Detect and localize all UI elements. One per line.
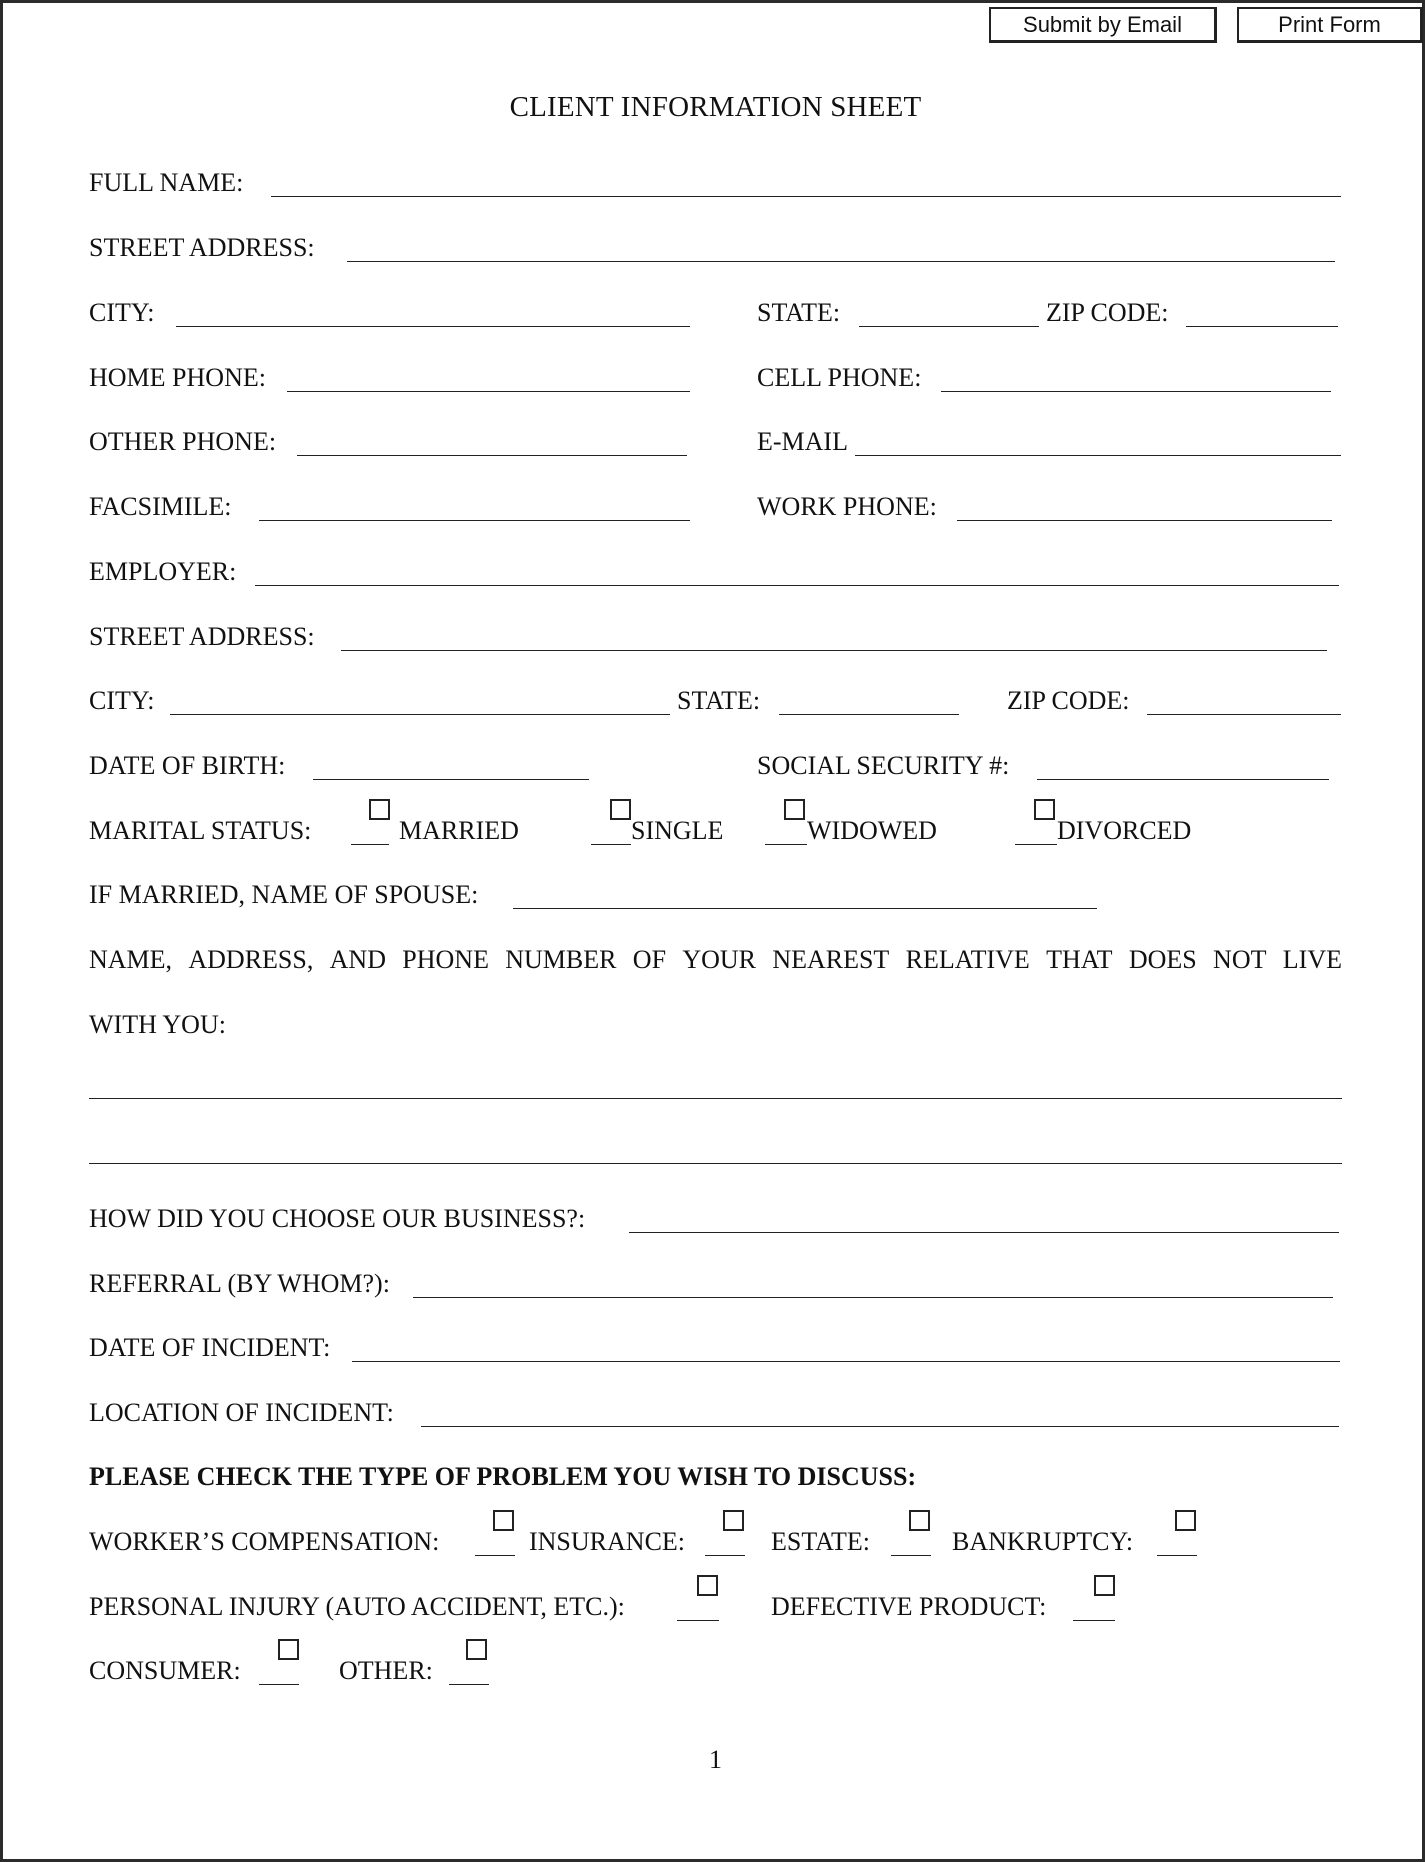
location-incident-field[interactable] — [421, 1426, 1339, 1427]
home-phone-field[interactable] — [287, 391, 690, 392]
relative-question-line — [89, 942, 1342, 978]
other-phone-label: OTHER PHONE: — [89, 427, 277, 456]
consumer-checkbox[interactable] — [278, 1639, 299, 1660]
location-incident-label: LOCATION OF INCIDENT: — [89, 1398, 394, 1427]
other-blank — [449, 1684, 489, 1685]
facsimile-label: FACSIMILE: — [89, 492, 232, 521]
relative-question-word: OF — [632, 945, 667, 974]
relative-question-word: NEAREST — [772, 945, 890, 974]
relative-field-1[interactable] — [89, 1098, 1342, 1099]
relative-field-2[interactable] — [89, 1163, 1342, 1164]
relative-line-2 — [3, 1132, 1425, 1172]
divorced-checkbox[interactable] — [1034, 799, 1055, 820]
employer-street-field[interactable] — [341, 650, 1327, 651]
personal-injury-blank — [677, 1620, 719, 1621]
other-checkbox[interactable] — [466, 1639, 487, 1660]
married-blank — [351, 844, 389, 845]
spouse-row — [3, 877, 1425, 917]
divorced-blank — [1015, 844, 1057, 845]
other-phone-email-row — [3, 424, 1425, 464]
referral-row — [3, 1266, 1425, 1306]
home-phone-label: HOME PHONE: — [89, 363, 266, 392]
estate-label: ESTATE: — [771, 1527, 871, 1556]
single-label: SINGLE — [631, 816, 724, 845]
location-incident-row — [3, 1395, 1425, 1435]
other-label: OTHER: — [339, 1656, 433, 1685]
date-incident-label: DATE OF INCIDENT: — [89, 1333, 331, 1362]
relative-question-word: NUMBER — [505, 945, 617, 974]
dob-ssn-row — [3, 748, 1425, 788]
defective-product-checkbox[interactable] — [1094, 1575, 1115, 1596]
how-choose-field[interactable] — [629, 1232, 1339, 1233]
full-name-label: FULL NAME: — [89, 168, 244, 197]
street-address-row — [3, 230, 1425, 270]
bankruptcy-blank — [1157, 1555, 1197, 1556]
estate-checkbox[interactable] — [909, 1510, 930, 1531]
insurance-blank — [705, 1555, 745, 1556]
page-number: 1 — [709, 1745, 722, 1774]
personal-injury-label: PERSONAL INJURY (AUTO ACCIDENT, ETC.): — [89, 1592, 625, 1621]
widowed-checkbox[interactable] — [784, 799, 805, 820]
cell-phone-label: CELL PHONE: — [757, 363, 922, 392]
street-address-label: STREET ADDRESS: — [89, 233, 315, 262]
bankruptcy-label: BANKRUPTCY: — [952, 1527, 1134, 1556]
employer-state-field[interactable] — [779, 714, 959, 715]
relative-question-word: ADDRESS, — [188, 945, 314, 974]
employer-row — [3, 554, 1425, 594]
relative-question-word: THAT — [1046, 945, 1113, 974]
single-blank — [591, 844, 631, 845]
relative-question-word: NOT — [1213, 945, 1267, 974]
relative-question-word: LIVE — [1282, 945, 1342, 974]
estate-blank — [891, 1555, 931, 1556]
phone-row — [3, 360, 1425, 400]
problem-row-2 — [3, 1589, 1425, 1629]
how-choose-label: HOW DID YOU CHOOSE OUR BUSINESS?: — [89, 1204, 586, 1233]
date-of-birth-field[interactable] — [313, 779, 589, 780]
city-field[interactable] — [176, 326, 690, 327]
workers-comp-label: WORKER’S COMPENSATION: — [89, 1527, 440, 1556]
how-choose-row — [3, 1201, 1425, 1241]
consumer-label: CONSUMER: — [89, 1656, 241, 1685]
problem-heading: PLEASE CHECK THE TYPE OF PROBLEM YOU WISH TO DISCUSS: — [89, 1462, 917, 1491]
date-incident-field[interactable] — [352, 1361, 1340, 1362]
relative-row-2 — [3, 1007, 1425, 1047]
divorced-label: DIVORCED — [1057, 816, 1192, 845]
consumer-blank — [259, 1684, 299, 1685]
workers-comp-blank — [475, 1555, 515, 1556]
zip-code-field[interactable] — [1186, 326, 1338, 327]
defective-product-label: DEFECTIVE PRODUCT: — [771, 1592, 1047, 1621]
widowed-blank — [765, 844, 807, 845]
problem-heading-row — [3, 1459, 1425, 1499]
employer-city-state-zip-row — [3, 683, 1425, 723]
insurance-checkbox[interactable] — [723, 1510, 744, 1531]
problem-row-1 — [3, 1524, 1425, 1564]
employer-city-field[interactable] — [170, 714, 670, 715]
relative-question-word: AND — [329, 945, 386, 974]
relative-line-1 — [3, 1067, 1425, 1107]
relative-line2-label: WITH YOU: — [89, 1010, 226, 1039]
spouse-field[interactable] — [513, 908, 1097, 909]
email-label: E-MAIL — [757, 427, 848, 456]
zip-code-label: ZIP CODE: — [1046, 298, 1169, 327]
employer-label: EMPLOYER: — [89, 557, 237, 586]
page-title: CLIENT INFORMATION SHEET — [509, 91, 922, 123]
ssn-field[interactable] — [1037, 779, 1329, 780]
work-phone-field[interactable] — [957, 520, 1332, 521]
marital-status-label: MARITAL STATUS: — [89, 816, 312, 845]
defective-product-blank — [1073, 1620, 1115, 1621]
insurance-label: INSURANCE: — [529, 1527, 686, 1556]
city-state-zip-row — [3, 295, 1425, 335]
employer-city-label: CITY: — [89, 686, 155, 715]
full-name-row — [3, 165, 1425, 205]
relative-row — [3, 942, 1425, 982]
marital-status-row — [3, 813, 1425, 853]
work-phone-label: WORK PHONE: — [757, 492, 937, 521]
print-form-button[interactable]: Print Form — [1237, 7, 1423, 43]
fax-work-row — [3, 489, 1425, 529]
problem-row-3 — [3, 1653, 1425, 1693]
relative-question-word: RELATIVE — [905, 945, 1030, 974]
ssn-label: SOCIAL SECURITY #: — [757, 751, 1010, 780]
submit-by-email-button[interactable]: Submit by Email — [989, 7, 1217, 43]
relative-question-word: PHONE — [402, 945, 489, 974]
employer-street-label: STREET ADDRESS: — [89, 622, 315, 651]
date-incident-row — [3, 1330, 1425, 1370]
workers-comp-checkbox[interactable] — [493, 1510, 514, 1531]
facsimile-field[interactable] — [259, 520, 690, 521]
married-label: MARRIED — [399, 816, 519, 845]
relative-question-word: NAME, — [89, 945, 173, 974]
widowed-label: WIDOWED — [807, 816, 937, 845]
employer-zip-field[interactable] — [1147, 714, 1341, 715]
email-field[interactable] — [855, 455, 1341, 456]
married-checkbox[interactable] — [369, 799, 390, 820]
other-phone-field[interactable] — [297, 455, 687, 456]
cell-phone-field[interactable] — [941, 391, 1331, 392]
city-label: CITY: — [89, 298, 155, 327]
street-address-field[interactable] — [347, 261, 1335, 262]
employer-field[interactable] — [255, 585, 1339, 586]
referral-label: REFERRAL (BY WHOM?): — [89, 1269, 390, 1298]
relative-question-word: DOES — [1128, 945, 1197, 974]
employer-street-row — [3, 619, 1425, 659]
spouse-label: IF MARRIED, NAME OF SPOUSE: — [89, 880, 479, 909]
relative-question-word: YOUR — [682, 945, 757, 974]
referral-field[interactable] — [413, 1297, 1333, 1298]
single-checkbox[interactable] — [610, 799, 631, 820]
personal-injury-checkbox[interactable] — [697, 1575, 718, 1596]
state-label: STATE: — [757, 298, 841, 327]
employer-zip-label: ZIP CODE: — [1007, 686, 1130, 715]
employer-state-label: STATE: — [677, 686, 761, 715]
bankruptcy-checkbox[interactable] — [1175, 1510, 1196, 1531]
full-name-field[interactable] — [271, 196, 1341, 197]
state-field[interactable] — [859, 326, 1039, 327]
date-of-birth-label: DATE OF BIRTH: — [89, 751, 286, 780]
